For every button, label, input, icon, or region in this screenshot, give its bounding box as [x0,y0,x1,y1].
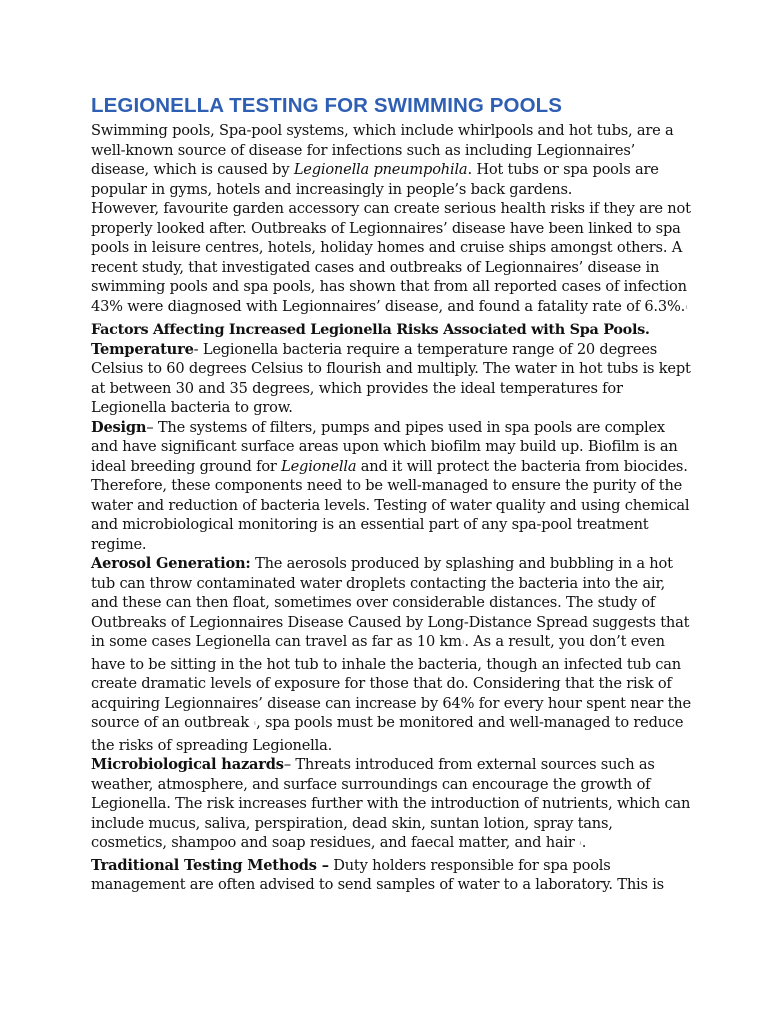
aerosol-text-3: , spa pools must be monitored and well-managed to reduce the risks of spreading Legionella. [91,714,684,754]
aerosol-paragraph [91,554,691,755]
risks-paragraph [91,199,691,319]
temperature-text: - Legionella bacteria require a temperature range of 20 degrees Celsius to 60 degrees Celsius to flourish and multiply. The water in hot tubs is kept at between 30 and 35 degrees, which provides the ideal temperatures for Legionella bacteria to grow. [91,340,691,416]
risks-text: However, favourite garden accessory can create serious health risks if they are not properly looked after. Outbreaks of Legionnaires’ disease have been linked to spa pools in leisure centres, hotels, holiday homes and cruise ships amongst others. A recent study, that investigated cases and outbreaks of Legionnaires’ disease in swimming pools and spa pools, has shown that from all reported cases of infection 43% were diagnosed with Legionnaires’ disease, and found a fatality rate of 6.3%. [91,200,691,315]
design-label: Design [91,418,147,436]
intro-text-2: . Hot tubs or spa pools are popular in gyms, hotels and increasingly in people’s back gardens. [91,161,659,198]
design-paragraph [91,418,691,555]
traditional-text: Duty holders responsible for spa pools management are often advised to send samples of water to a laboratory. This is [91,856,664,893]
intro-paragraph [91,121,691,199]
aerosol-text-2: . As a result, you don’t even have to be sitting in the hot tub to inhale the bacteria, though an infected tub can create dramatic levels of exposure for those that do. Considering that the risk of acquiring Legionnaires’ disease can increase by 64% for every hour spent near the source of an outbreak [91,633,691,731]
micro-reference-mark: ¹ [579,841,582,849]
micro-paragraph [91,755,691,856]
document-title: LEGIONELLA TESTING FOR SWIMMING POOLS [91,94,563,117]
micro-text: – Threats introduced from external sources such as weather, atmosphere, and surface surroundings can encourage the growth of Legionella. The risk increases further with the introduction of nutrients, which can include mucus, saliva, perspiration, dead skin, suntan lotion, spray tans, cosmetics, shampoo and soap residues, and faecal matter, and hair [91,756,691,851]
micro-label: Microbiological hazards [91,756,284,773]
design-text-1: – The systems of filters, pumps and pipes used in spa pools are complex and have significant surface areas upon which biofilm may build up. Biofilm is an ideal breeding ground for [91,418,678,475]
intro-text-1: Swimming pools, Spa-pool systems, which include whirlpools and hot tubs, are a well-known source of disease for infections such as including Legionnaires’ disease, which is caused by [91,122,674,178]
traditional-paragraph [91,856,691,895]
temperature-label: Temperature [91,340,194,358]
design-text-2: and it will protect the bacteria from biocides. Therefore, these components need to be well-managed to ensure the purity of the water and reduction of bacteria levels. Testing of water quality and using chemical and microbiological monitoring is an essential part of any spa-pool treatment regime. [91,457,690,553]
intro-italic-species: Legionella pneumpohila [293,161,468,178]
aerosol-reference-mark-1: ¹ [461,640,465,648]
factors-heading: Factors Affecting Increased Legionella Risks Associated with Spa Pools. [91,321,650,338]
design-italic: Legionella [281,457,357,475]
aerosol-label: Aerosol Generation: [91,555,251,572]
temperature-paragraph [91,340,691,418]
document-page [91,92,691,895]
reference-mark: ¹ [685,304,688,313]
micro-end-mark: . [581,834,587,851]
aerosol-text-1: The aerosols produced by splashing and bubbling in a hot tub can throw contaminated water droplets contacting the bacteria into the air, and these can then float, sometimes over considerable distances. The study of Outbreaks of Legionnaires Disease Caused by Long-Distance Spread suggests that in some cases Legionella can travel as far as 10 km [91,555,690,650]
traditional-label: Traditional Testing Methods – [91,856,329,874]
aerosol-reference-mark-2: ¹ [253,721,257,729]
